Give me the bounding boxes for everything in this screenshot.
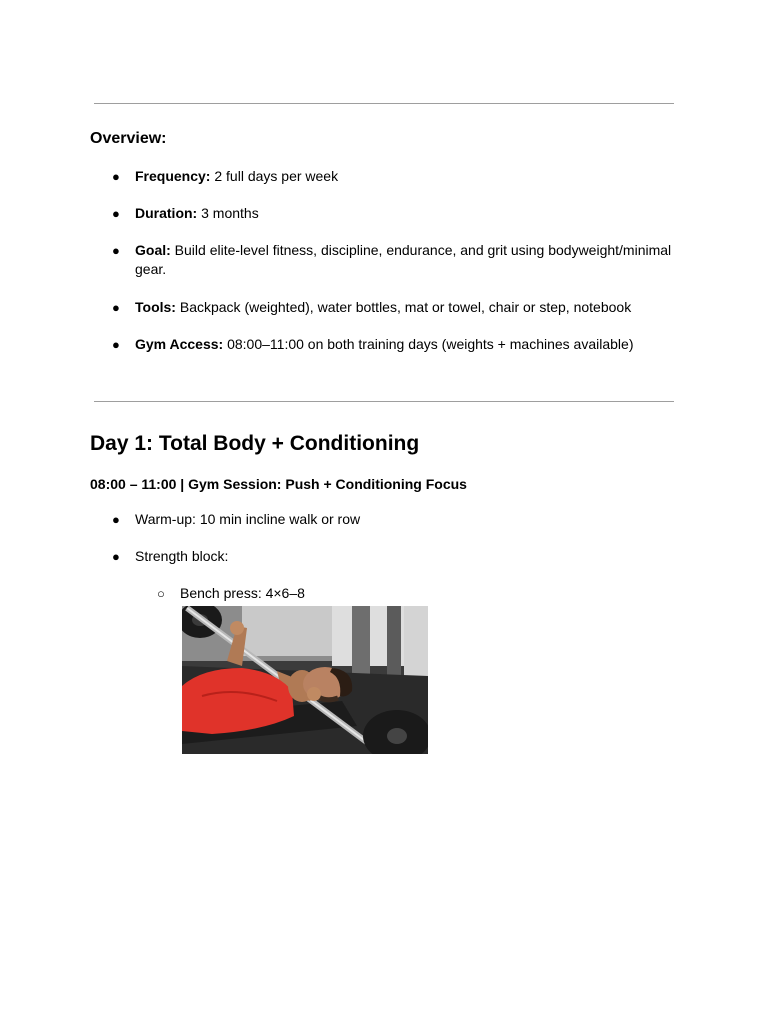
bullet-icon: ● (112, 243, 120, 258)
item-label: Gym Access: (135, 336, 224, 352)
bullet-icon: ● (112, 206, 120, 221)
bench-press-photo-illustration (182, 606, 428, 754)
divider-middle (94, 401, 674, 402)
bullet-icon: ● (112, 169, 120, 184)
item-label: Goal: (135, 242, 171, 258)
item-text: 2 full days per week (210, 168, 339, 184)
divider-top (94, 103, 674, 104)
overview-heading: Overview: (90, 130, 167, 147)
item-label: Tools: (135, 299, 176, 315)
item-label: Duration: (135, 205, 198, 221)
item-text: Backpack (weighted), water bottles, mat or towel, chair or step, notebook (175, 299, 632, 315)
item-text: Build elite-level fitness, discipline, endurance, and grit using bodyweight/minimal gear. (135, 242, 672, 277)
bullet-icon: ● (112, 512, 120, 527)
item-text: Bench press: 4×6–8 (180, 585, 305, 601)
bench-press-photo (182, 606, 428, 754)
item-label: Frequency: (135, 168, 211, 184)
bullet-icon: ● (112, 549, 120, 564)
item-text: 3 months (197, 205, 259, 221)
item-text: Warm-up: 10 min incline walk or row (135, 511, 361, 527)
day1-title: Day 1: Total Body + Conditioning (90, 432, 420, 455)
item-text: Strength block: (135, 548, 229, 564)
circle-bullet-icon: ○ (157, 586, 165, 601)
session-heading: 08:00 – 11:00 | Gym Session: Push + Conditioning Focus (90, 476, 467, 492)
bullet-icon: ● (112, 337, 120, 352)
item-text: 08:00–11:00 on both training days (weights + machines available) (223, 336, 634, 352)
bullet-icon: ● (112, 300, 120, 315)
